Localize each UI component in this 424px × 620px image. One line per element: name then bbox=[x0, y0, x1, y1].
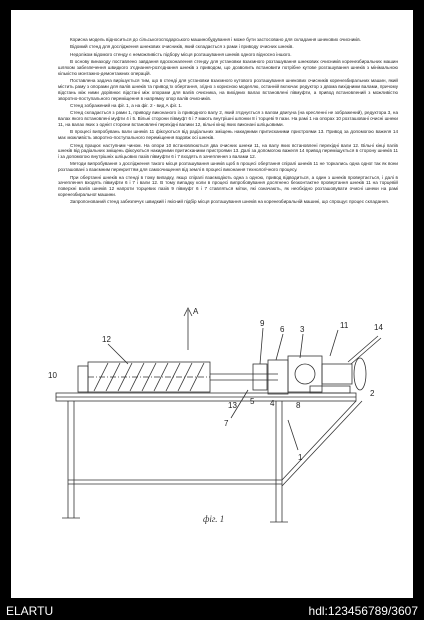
paragraph: Поставлена задача вирішується тим, що в стенді для установки взаємного кутового розташування шнекових очисників коренезбиральних машин, який містить раму з опорами для валів шнеків та привод їх обертання, згідно з корисною моделлю, останній включає редуктор з двома вихідними валами, причому відстань між ними дорівнює відстані між опорами для валів очисника, на вихідних валах встановлені півмуфти, а привод встановлений з можливістю зворотно-поступального переміщення в напрямку опор валів очисників. bbox=[58, 78, 398, 101]
part-label: 8 bbox=[296, 401, 301, 410]
paragraph: При обертанні шнеків на стенді в тому випадку, якщо спіралі взаємодіють одна з одною, привод відводиться, а один з шнеків провертається, і далі в зачеплення входять півмуфти 6 і 7 і вали 12. В тому випадку коли в процесі випробовування досягнено безконтактне провертання шнеків 11 на торцевій поверхні валів шнеків 12 напроти торцевих пазів 9 півмуфт 6 і 7 ставляться мітки, які означають, як необхідно розташовувати очисні шнеки на рамі коренезбиральної машини. bbox=[58, 174, 398, 198]
part-label: 13 bbox=[228, 401, 237, 410]
paragraph: Запропонований стенд забезпечує швидкий і якісний підбір місця розташування шнеків на коренезбиральній машині, що спрощує процес складання. bbox=[70, 199, 389, 205]
paragraph: Стенд складається з рами 1, приводу виконаного із приводного валу 2, який з'єднується з валом двигуна (на кресленні не зображений), редуктора 3, на валах якого встановлені муфти 4 і 5. Вільні сторони півмуфт 6 і 7 мають внутрішні шпонки 8 і торцеві 9 пази. На рамі 1 на опорах 10 розташовані очисні шнеки 11, на валах яких з однієї сторони встановлені перехідні валики 12, вільні кінці яких виконані шліцьовими. bbox=[58, 110, 398, 127]
part-label: 11 bbox=[340, 321, 349, 330]
footer-bar bbox=[0, 598, 424, 620]
part-label: 6 bbox=[280, 325, 285, 334]
part-label: 7 bbox=[224, 419, 229, 428]
drive-unit bbox=[322, 364, 352, 384]
paragraph: Стенд працює наступним чином. На опори 10 встановлюються два очисних шнеки 11, на валу яких встановлені перехідні вали 12. Вільні кінці палів шнеків від радіальних зміщень фіксуються накидними притисканими пристроями 13. Далі за допомогою важеля 14 привод переміщується в сторону шнеків 11 і за допомогою внутрішніх шліцьових пазів півмуфти 6 і 7 входять в зачеплення з валами 12. bbox=[58, 142, 398, 160]
part-label: 4 bbox=[270, 399, 275, 408]
document-text bbox=[58, 37, 398, 207]
part-label: 12 bbox=[102, 335, 111, 344]
part-label: 3 bbox=[300, 325, 305, 334]
part-label: 2 bbox=[370, 389, 375, 398]
part-label: 5 bbox=[250, 397, 255, 406]
view-label: A bbox=[193, 307, 199, 316]
paragraph: Недоліком відомого стенду є неможливість підбору місця розташування шнеків одного відносно іншого. bbox=[70, 51, 292, 57]
lever bbox=[348, 336, 378, 362]
paragraph: Методи випробування з дослідження такого місця розташування шнеків щоб в процесі обертання спіралі шнеків 11 не торкались одна одної так як вони розташовані з взаємним перекриттям для самоочищення від землі в процесі виконання технологічного процесу. bbox=[58, 161, 398, 173]
coupling bbox=[253, 364, 267, 390]
paragraph: В процесі випробувань вали шнеків 11 фіксуються від радіальних зміщень накидними притисканими пристроями 13. Привод за допомогою важеля 14 має можливість зворотно-поступального переміщення вздовж осі шнеків. bbox=[58, 129, 398, 141]
repository-name: ELARTU bbox=[6, 604, 54, 618]
technical-drawing bbox=[48, 300, 393, 540]
paragraph: Відомий стенд для дослідження шнекових очисників, який складається з рами і приводу очисних шнеків. bbox=[70, 44, 294, 50]
paragraph: В основу винаходу поставлено завдання вдосконалення стенду для установки взаємного розташування шнекових очисників коренезбиральних машин шляхом забезпечення швидкого з'єднання-роз'єднання шнеків з приводом, що дозволить встановити потрібне кутове розташування шнеків з мінімальною кількістю монтажно-демонтажних операцій. bbox=[58, 59, 398, 76]
paragraph: Стенд зображений на фіг. 1, а на фіг. 2 - вид А фіг. 1. bbox=[70, 102, 183, 108]
gearbox bbox=[288, 356, 322, 392]
part-label: 10 bbox=[48, 371, 57, 380]
part-label: 14 bbox=[374, 323, 383, 332]
figure-caption: фіг. 1 bbox=[203, 514, 225, 524]
handle-identifier: hdl:123456789/3607 bbox=[308, 604, 418, 618]
part-label: 1 bbox=[298, 453, 303, 462]
paragraph: Корисна модель відноситься до сільськогосподарського машинобудування і може бути застосовано для складання шнекових очисників. bbox=[70, 37, 362, 42]
part-label: 9 bbox=[260, 319, 265, 328]
